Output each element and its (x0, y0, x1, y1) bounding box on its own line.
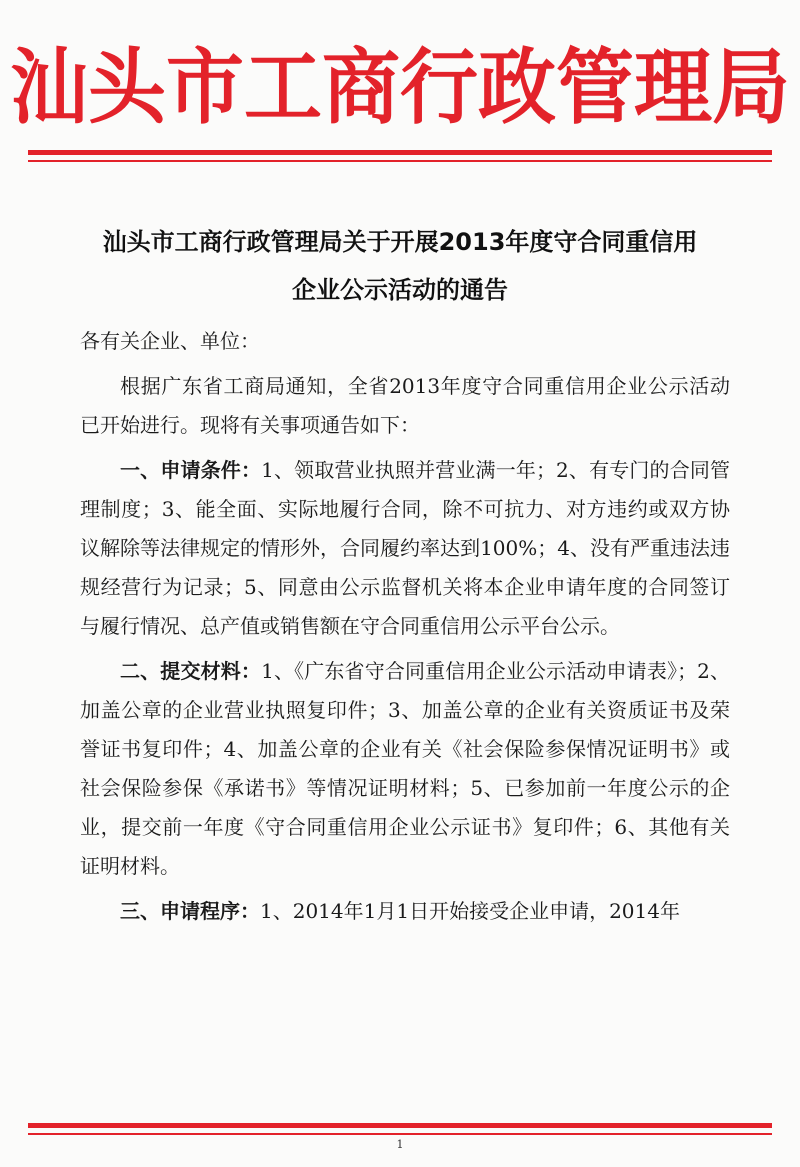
section-1-text: 1、领取营业执照并营业满一年；2、有专门的合同管理制度；3、能全面、实际地履行合同，除不可抗力、对方违约或双方协议解除等法律规定的情形外，合同履约率达到100%；4、没有严重违法违规经营行为记录；5、同意由公示监督机关将本企业申请年度的合同签订与履行情况、总产值或销售额在守合同重信用公示平台公示。 (80, 458, 731, 638)
section-3-heading: 三、申请程序： (120, 899, 260, 923)
bottom-red-line-thick (28, 1123, 772, 1128)
page-number: 1 (396, 1138, 404, 1151)
section-1-heading: 一、申请条件： (120, 458, 262, 482)
notice-title-line2: 企业公示活动的通告 (292, 276, 508, 304)
bottom-red-line-thin (28, 1133, 772, 1135)
section-3 (80, 892, 730, 931)
section-2-text: 1、《广东省守合同重信用企业公示活动申请表》；2、加盖公章的企业营业执照复印件；3、加盖公章的企业有关资质证书及荣誉证书复印件；4、加盖公章的企业有关《社会保险参保情况证明书》或社会保险参保《承诺书》等情况证明材料；5、已参加前一年度公示的企业，提交前一年度《守合同重信用企业公示证书》复印件；6、其他有关证明材料。 (80, 659, 730, 878)
notice-body (80, 322, 730, 931)
top-red-line-thin (28, 160, 772, 162)
section-2-heading: 二、提交材料： (120, 659, 262, 683)
section-2 (80, 652, 730, 886)
intro-paragraph: 根据广东省工商局通知，全省2013年度守合同重信用企业公示活动已开始进行。现将有关事项通告如下： (80, 374, 730, 437)
section-3-text: 1、2014年1月1日开始接受企业申请，2014年 (260, 899, 680, 923)
top-red-line-thick (28, 150, 772, 155)
salutation: 各有关企业、单位： (80, 329, 260, 353)
section-1 (80, 451, 730, 646)
notice-title-line1: 汕头市工商行政管理局关于开展2013年度守合同重信用 (102, 228, 698, 256)
masthead-title: 汕头市工商行政管理局 (9, 39, 790, 136)
